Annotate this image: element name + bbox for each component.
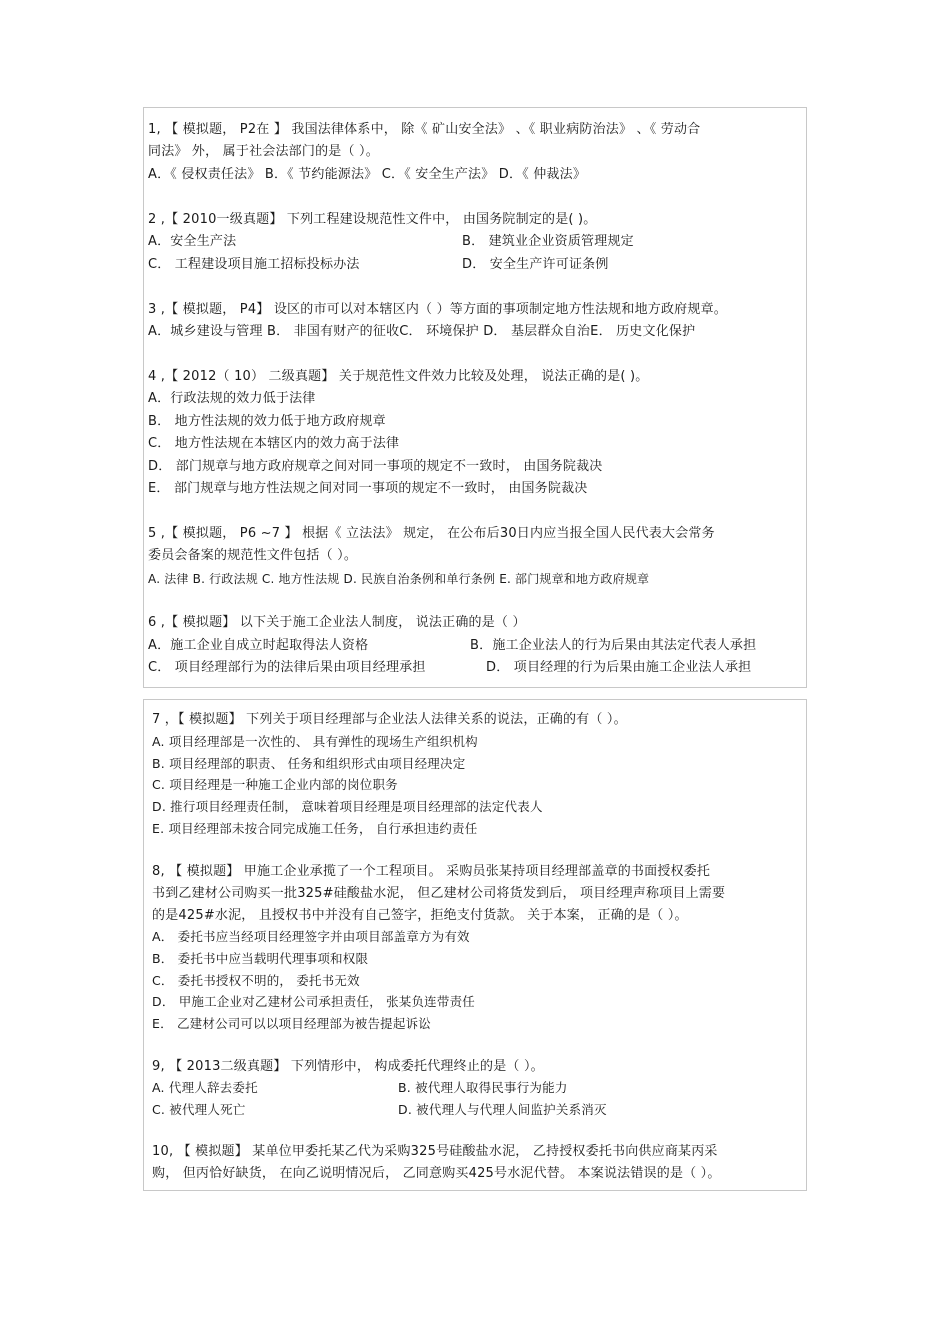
question-4-option-b: B． 地方性法规的效力低于地方政府规章	[148, 414, 386, 429]
question-panel-1	[143, 107, 807, 688]
question-10-stem-line-2: 购， 但丙恰好缺货， 在向乙说明情况后， 乙同意购买425号水泥代替。 本案说法错误的是（ ）。	[152, 1166, 721, 1181]
question-9-option-d: D. 被代理人与代理人间监护关系消灭	[398, 1102, 607, 1117]
question-4-option-e: E． 部门规章与地方性法规之间对同一事项的规定不一致时， 由国务院裁决	[148, 481, 588, 496]
question-4-option-a: A．行政法规的效力低于法律	[148, 391, 316, 406]
question-10-stem-line-1: 10, 【 模拟题】 某单位甲委托某乙代为采购325号硅酸盐水泥， 乙持授权委托书向供应商某丙采	[152, 1144, 718, 1159]
question-7-option-a: A. 项目经理部是一次性的、 具有弹性的现场生产组织机构	[152, 734, 478, 749]
question-2-stem: 2 ,【 2010一级真题】 下列工程建设规范性文件中， 由国务院制定的是( )。	[148, 212, 597, 227]
question-2-option-b: B． 建筑业企业资质管理规定	[462, 234, 634, 249]
question-8-option-e: E． 乙建材公司可以以项目经理部为被告提起诉讼	[152, 1016, 431, 1031]
question-9-option-c: C. 被代理人死亡	[152, 1102, 246, 1117]
question-6-option-c: C． 项目经理部行为的法律后果由项目经理承担	[148, 660, 426, 675]
question-4-stem: 4 ,【 2012（ 10） 二级真题】 关于规范性文件效力比较及处理， 说法正确的是( )。	[148, 369, 649, 384]
question-7-stem: 7 ，【 模拟题】 下列关于项目经理部与企业法人法律关系的说法，正确的有（ ）。	[152, 712, 627, 727]
question-2-option-a: A．安全生产法	[148, 234, 237, 249]
question-8-stem-line-3: 的是425#水泥， 且授权书中并没有自己签字，拒绝支付货款。 关于本案， 正确的是（ ）。	[152, 908, 688, 923]
question-2-option-d: D． 安全生产许可证条例	[462, 257, 609, 272]
question-3-stem: 3 ,【 模拟题， P4】 设区的市可以对本辖区内（ ）等方面的事项制定地方性法规和地方政府规章。	[148, 302, 727, 317]
question-7-option-d: D. 推行项目经理责任制， 意味着项目经理是项目经理部的法定代表人	[152, 799, 543, 814]
question-9-option-a: A. 代理人辞去委托	[152, 1080, 258, 1095]
question-6-option-a: A．施工企业自成立时起取得法人资格	[148, 638, 369, 653]
question-1-stem-line-1: 1, 【 模拟题， P2在 】 我国法律体系中， 除《 矿山安全法》 、《 职业病防治法》 、《 劳动合	[148, 122, 701, 137]
question-8-option-c: C． 委托书授权不明的， 委托书无效	[152, 973, 360, 988]
question-8-option-d: D． 甲施工企业对乙建材公司承担责任， 张某负连带责任	[152, 994, 475, 1009]
question-9-stem: 9, 【 2013二级真题】 下列情形中， 构成委托代理终止的是（ ）。	[152, 1059, 544, 1074]
question-2-option-c: C． 工程建设项目施工招标投标办法	[148, 257, 360, 272]
question-5-stem-line-2: 委员会备案的规范性文件包括（ ）。	[148, 548, 358, 563]
question-7-option-b: B. 项目经理部的职责、 任务和组织形式由项目经理决定	[152, 756, 466, 771]
question-8-option-b: B． 委托书中应当载明代理事项和权限	[152, 951, 369, 966]
question-9-option-b: B. 被代理人取得民事行为能力	[398, 1080, 568, 1095]
question-8-option-a: A． 委托书应当经项目经理签字并由项目部盖章方为有效	[152, 929, 470, 944]
question-4-option-c: C． 地方性法规在本辖区内的效力高于法律	[148, 436, 400, 451]
question-5-stem-line-1: 5 ,【 模拟题， P6 ~7 】 根据《 立法法》 规定， 在公布后30日内应当报全国人民代表大会常务	[148, 526, 715, 541]
question-5-options: A. 法律 B. 行政法规 C. 地方性法规 D. 民族自治条例和单行条例 E. 部门规章和地方政府规章	[148, 572, 650, 586]
question-8-stem-line-1: 8, 【 模拟题】 甲施工企业承揽了一个工程项目。 采购员张某持项目经理部盖章的书面授权委托	[152, 864, 711, 879]
question-3-options: A．城乡建设与管理 B． 非国有财产的征收C． 环境保护 D． 基层群众自治E． 历史文化保护	[148, 324, 696, 339]
question-7-option-e: E. 项目经理部未按合同完成施工任务， 自行承担违约责任	[152, 821, 478, 836]
question-1-stem-line-2: 同法》 外， 属于社会法部门的是（ ）。	[148, 144, 379, 159]
question-panel-2	[143, 699, 807, 1191]
question-8-stem-line-2: 书到乙建材公司购买一批325#硅酸盐水泥， 但乙建材公司将货发到后， 项目经理声称项目上需要	[152, 886, 726, 901]
question-4-option-d: D． 部门规章与地方政府规章之间对同一事项的规定不一致时， 由国务院裁决	[148, 459, 603, 474]
question-6-option-d: D． 项目经理的行为后果由施工企业法人承担	[486, 660, 752, 675]
question-7-option-c: C. 项目经理是一种施工企业内部的岗位职务	[152, 777, 398, 792]
question-6-option-b: B．施工企业法人的行为后果由其法定代表人承担	[470, 638, 757, 653]
question-1-options: A．《 侵权责任法》 B．《 节约能源法》 C．《 安全生产法》 D．《 仲裁法》	[148, 167, 587, 182]
question-6-stem: 6 ,【 模拟题】 以下关于施工企业法人制度， 说法正确的是（ ）	[148, 615, 526, 630]
